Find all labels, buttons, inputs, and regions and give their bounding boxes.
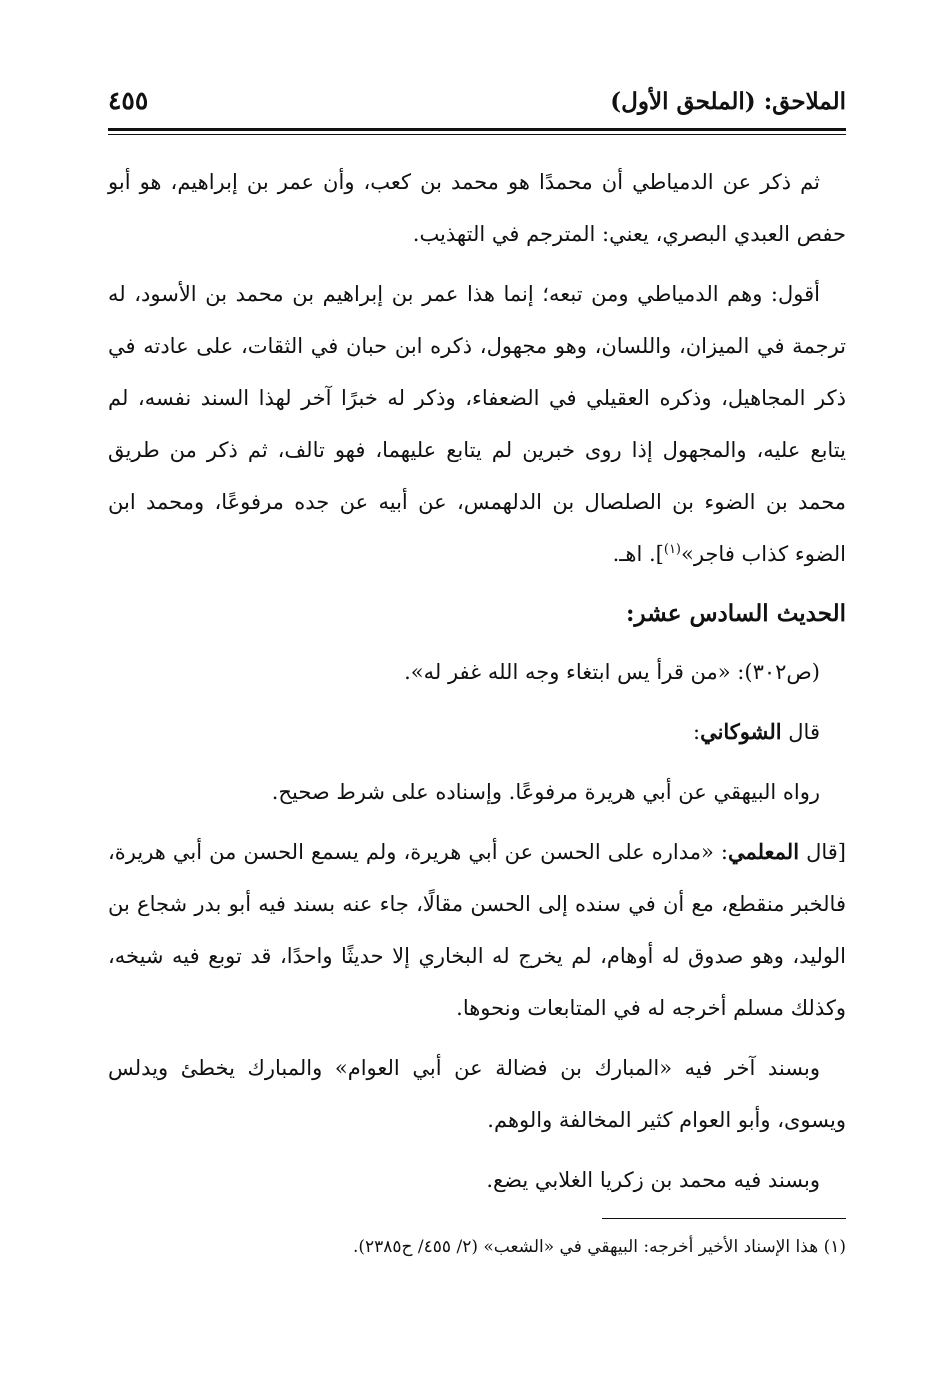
- paragraph-end: ]. اهـ.: [612, 542, 664, 566]
- paragraph: ثم ذكر عن الدمياطي أن محمدًا هو محمد بن كعب، وأن عمر بن إبراهيم، هو أبو حفص العبدي البصري، يعني: المترجم في التهذيب.: [108, 170, 846, 246]
- page-number: ٤٥٥: [108, 86, 149, 115]
- paragraph-rest: : «مداره على الحسن عن أبي هريرة، ولم يسمع الحسن من أبي هريرة، فالخبر منقطع، مع أن في سنده إلى الحسن مقالًا، جاء عنه بسند فيه أبو بدر شجاع بن الوليد، وهو صدوق له أوهام، لم يخرج له البخاري إلا حديثًا واحدًا، قد توبع فيه شيخه، وكذلك مسلم أخرجه له في المتابعات ونحوها.: [108, 840, 846, 1020]
- paragraph-suffix: :: [692, 720, 701, 744]
- footnote-rule: [602, 1218, 846, 1219]
- paragraph-prefix: قال: [781, 720, 820, 744]
- section-heading: الحديث السادس عشر:: [626, 600, 846, 627]
- paragraph: رواه البيهقي عن أبي هريرة مرفوعًا. وإسناده على شرط صحيح.: [271, 780, 820, 804]
- footnote: (١) هذا الإسناد الأخير أخرجه: البيهقي في «الشعب» (٢/ ٤٥٥/ ح٢٣٨٥).: [352, 1237, 846, 1257]
- paragraph: [108, 826, 846, 1034]
- body-text: [108, 156, 846, 1214]
- paragraph: وبسند فيه محمد بن زكريا الغلابي يضع.: [486, 1168, 820, 1192]
- page-header: [108, 84, 846, 124]
- footnote-ref: (١): [663, 542, 681, 557]
- author-name: المعلمي: [727, 839, 800, 864]
- paragraph-main: أقول: وهم الدمياطي ومن تبعه؛ إنما هذا عمر بن إبراهيم بن محمد بن الأسود، له ترجمة في الميزان، واللسان، وهو مجهول، ذكره ابن حبان في الثقات، على عادته في ذكر المجاهيل، وذكره العقيلي في الضعفاء، وذكر له خبرًا آخر لهذا السند نفسه، لم يتابع عليه، والمجهول إذا روى خبرين لم يتابع عليهما، فهو تالف، ثم ذكر من طريق محمد بن الضوء بن الصلصال بن الدلهمس، عن أبيه عن جده مرفوعًا، ومحمد ابن الضوء كذاب فاجر»: [108, 282, 846, 566]
- paragraph-prefix: [قال: [799, 840, 846, 864]
- paragraph: [108, 706, 846, 758]
- header-rule-thin: [108, 134, 846, 135]
- header-rule-thick: [108, 128, 846, 131]
- paragraph: وبسند آخر فيه «المبارك بن فضالة عن أبي العوام» والمبارك يخطئ ويدلس ويسوى، وأبو العوام كثير المخالفة والوهم.: [108, 1056, 846, 1132]
- paragraph: (ص٣٠٢): «من قرأ يس ابتغاء وجه الله غفر له».: [404, 660, 820, 684]
- running-title: الملاحق: (الملحق الأول): [610, 88, 846, 115]
- paragraph: [108, 268, 846, 580]
- author-name: الشوكاني: [700, 719, 782, 744]
